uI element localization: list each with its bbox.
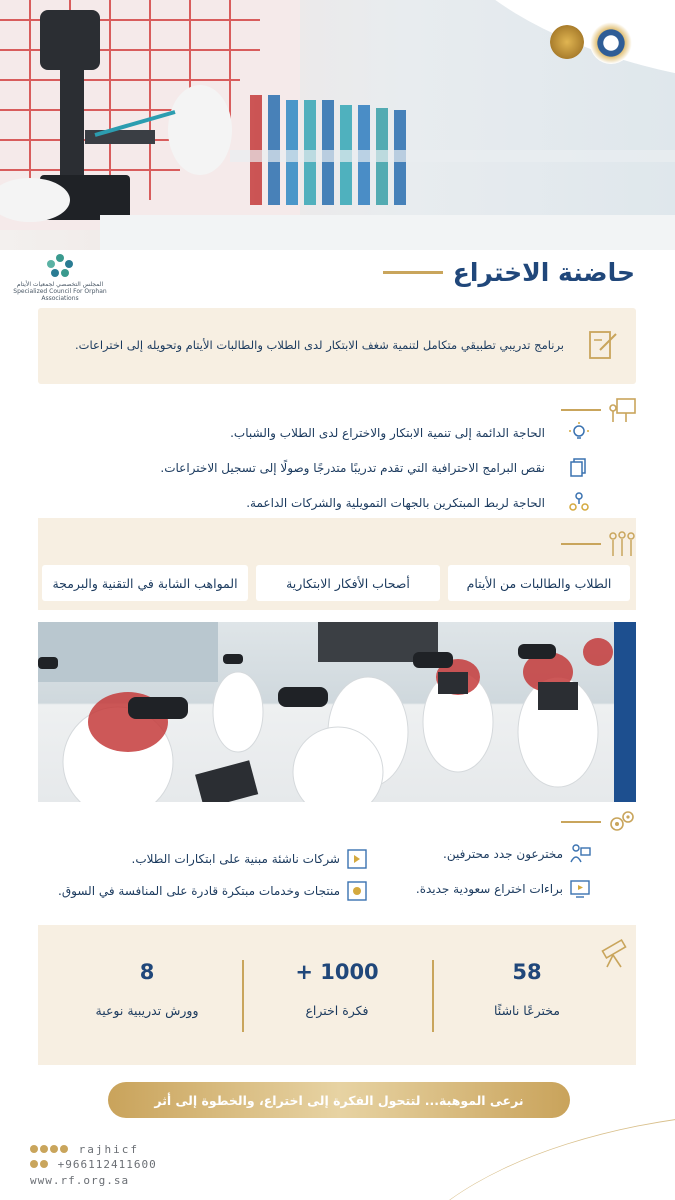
crest-logo	[550, 25, 584, 59]
stat-label-1: مخترعًا ناشئًا	[493, 1003, 560, 1018]
stat-value-1: 58	[512, 960, 542, 984]
need-item-2: نقص البرامج الاحترافية التي تقدم تدريبًا متدرجًا وصولًا إلى تسجيل الاختراعات.	[160, 461, 545, 475]
footer-curve	[380, 1110, 675, 1200]
stat-label-2: فكرة اختراع	[305, 1003, 369, 1018]
lightbulb-icon	[569, 422, 589, 442]
phone-icon[interactable]	[40, 1160, 48, 1168]
need-item-3: الحاجة لربط المبتكرين بالجهات التمويلية والشركات الداعمة.	[246, 496, 545, 510]
council-logo-block	[10, 252, 110, 303]
presentation-icon	[607, 396, 637, 424]
monitor-play-icon	[569, 878, 591, 900]
title-line	[383, 271, 443, 274]
stat-value-3: 8	[139, 960, 155, 984]
linkedin-icon[interactable]	[60, 1145, 68, 1153]
stat-value-2: + 1000	[295, 960, 379, 984]
council-logo-icon	[44, 252, 76, 278]
target-pill-2: أصحاب الأفكار الابتكارية	[256, 565, 440, 601]
inventor-icon	[569, 842, 591, 864]
needs-section-head	[561, 396, 637, 424]
outcomes-section-head	[561, 808, 637, 836]
stat-label-3: وورش تدريبية نوعية	[95, 1003, 199, 1018]
intro-text: برنامج تدريبي تطبيقي متكامل لتنمية شغف الابتكار لدى الطلاب والطالبات الأيتام وتحويله إلى اختراعات.	[74, 338, 564, 352]
council-name-en: Specialized Council For Orphan Associations	[13, 288, 107, 303]
council-name: المجلس التخصصي لجمعيات الأيتام	[16, 281, 104, 288]
target-pill-1: الطلاب والطالبات من الأيتام	[448, 565, 630, 601]
product-icon	[346, 880, 368, 902]
footer-social	[30, 1143, 139, 1156]
social-handle[interactable]: rajhicf	[78, 1143, 139, 1156]
vr-classroom-illustration	[38, 622, 636, 802]
targets-section-head	[561, 530, 637, 558]
slogan-banner	[108, 1082, 570, 1118]
gears-icon	[607, 808, 637, 836]
page-title: حاضنة الاختراع	[452, 258, 635, 287]
target-pill-3: المواهب الشابة في التقنية والبرمجة	[42, 565, 248, 601]
phone-number[interactable]: +966112411600	[57, 1158, 157, 1171]
documents-icon	[569, 457, 589, 477]
instagram-icon[interactable]	[30, 1145, 38, 1153]
network-icon	[569, 492, 589, 512]
whatsapp-icon[interactable]	[30, 1160, 38, 1168]
photo-blue-stripe	[614, 622, 636, 802]
twitter-icon[interactable]	[50, 1145, 58, 1153]
youtube-icon[interactable]	[40, 1145, 48, 1153]
group-icon	[607, 530, 637, 558]
foundation-logo	[590, 22, 632, 64]
classroom-photo	[38, 622, 636, 802]
outcome-right-1: مخترعون جدد محترفين.	[443, 847, 563, 861]
stat-divider-2	[242, 960, 244, 1032]
outcome-left-1: شركات ناشئة مبنية على ابتكارات الطلاب.	[131, 852, 340, 866]
outcome-left-2: منتجات وخدمات مبتكرة قادرة على المنافسة في السوق.	[58, 884, 340, 898]
stat-divider-1	[432, 960, 434, 1032]
title-row	[383, 258, 635, 287]
hero-image	[0, 0, 675, 250]
intro-box	[38, 308, 636, 384]
slogan-text: نرعى الموهبة... لتتحول الفكرة إلى اختراع، والخطوة إلى أثر	[154, 1092, 524, 1108]
need-item-1: الحاجة الدائمة إلى تنمية الابتكار والاختراع لدى الطلاب والشباب.	[230, 426, 545, 440]
telescope-icon	[597, 933, 633, 969]
startup-icon	[346, 848, 368, 870]
stats-box	[38, 925, 636, 1065]
outcome-right-2: براءات اختراع سعودية جديدة.	[415, 882, 563, 896]
footer-phone-row	[30, 1158, 157, 1171]
edit-document-icon	[586, 328, 620, 362]
footer-website[interactable]: www.rf.org.sa	[30, 1174, 130, 1187]
